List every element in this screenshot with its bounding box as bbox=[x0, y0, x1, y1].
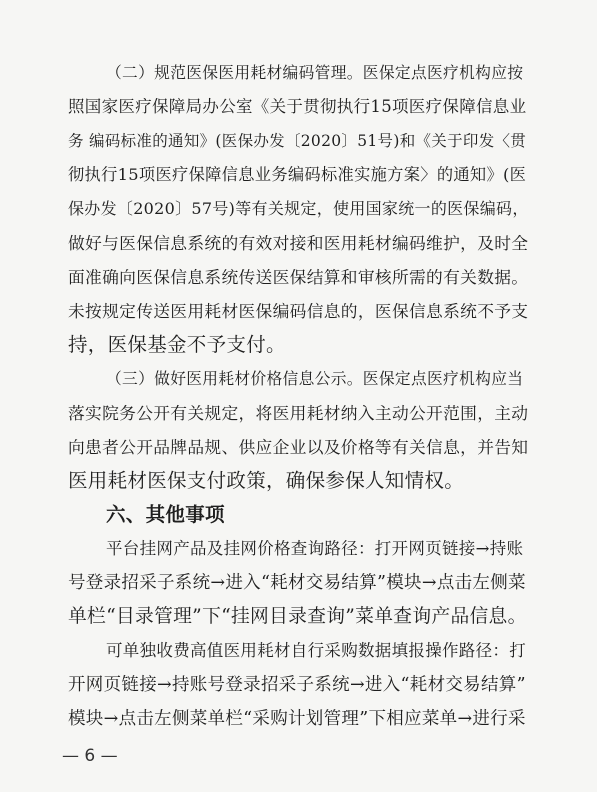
section-3-line-1: （三）做好医用耗材价格信息公示。医保定点医疗机构应当 bbox=[106, 369, 524, 388]
section-2-line-8: 未按规定传送医用耗材医保编码信息的，医保信息系统不予支 bbox=[68, 301, 529, 321]
section-2-line-6: 做好与医保信息系统的有效对接和医用耗材编码维护，及时全 bbox=[68, 233, 529, 253]
section-2-line-1: （二）规范医保医用耗材编码管理。医保定点医疗机构应按 bbox=[106, 63, 524, 82]
section-2-line-2: 照国家医疗保障局办公室《关于贯彻执行15项医疗保障信息业 bbox=[68, 97, 527, 116]
query-path-line-2: 号登录招采子系统→进入“耗材交易结算”模块→点击左侧菜 bbox=[68, 573, 526, 593]
section-2-line-7: 面准确向医保信息系统传送医保结算和审核所需的有关数据。 bbox=[68, 267, 529, 287]
purchase-path-line-3: 模块→点击左侧菜单栏“采购计划管理”下相应菜单→进行采 bbox=[68, 709, 526, 729]
section-2-line-3: 务 编码标准的通知》(医保办发〔2020〕51号)和《关于印发〈贯 bbox=[68, 132, 527, 150]
section-3-line-2: 落实院务公开有关规定，将医用耗材纳入主动公开范围，主动 bbox=[68, 403, 529, 423]
page-number: — 6 — bbox=[62, 746, 118, 766]
query-path-line-1: 平台挂网产品及挂网价格查询路径：打开网页链接→持账 bbox=[106, 539, 524, 558]
section-3-line-3: 向患者公开品牌品规、供应企业以及价格等有关信息，并告知 bbox=[68, 437, 529, 457]
section-2-line-9: 持，医保基金不予支付。 bbox=[68, 333, 286, 356]
section-2-line-5: 保办发〔2020〕57号)等有关规定，使用国家统一的医保编码， bbox=[68, 199, 529, 218]
section-2-line-4: 彻执行15项医疗保障信息业务编码标准实施方案〉的通知》(医 bbox=[68, 165, 527, 184]
section-3-line-4: 医用耗材医保支付政策，确保参保人知情权。 bbox=[68, 469, 465, 492]
section-6-heading: 六、其他事项 bbox=[106, 503, 225, 526]
purchase-path-line-2: 开网页链接→持账号登录招采子系统→进入“耗材交易结算” bbox=[68, 675, 526, 695]
query-path-line-3: 单栏“目录管理”下“挂网目录查询”菜单查询产品信息。 bbox=[68, 606, 527, 627]
purchase-path-line-1: 可单独收费高值医用耗材自行采购数据填报操作路径：打 bbox=[106, 641, 526, 660]
